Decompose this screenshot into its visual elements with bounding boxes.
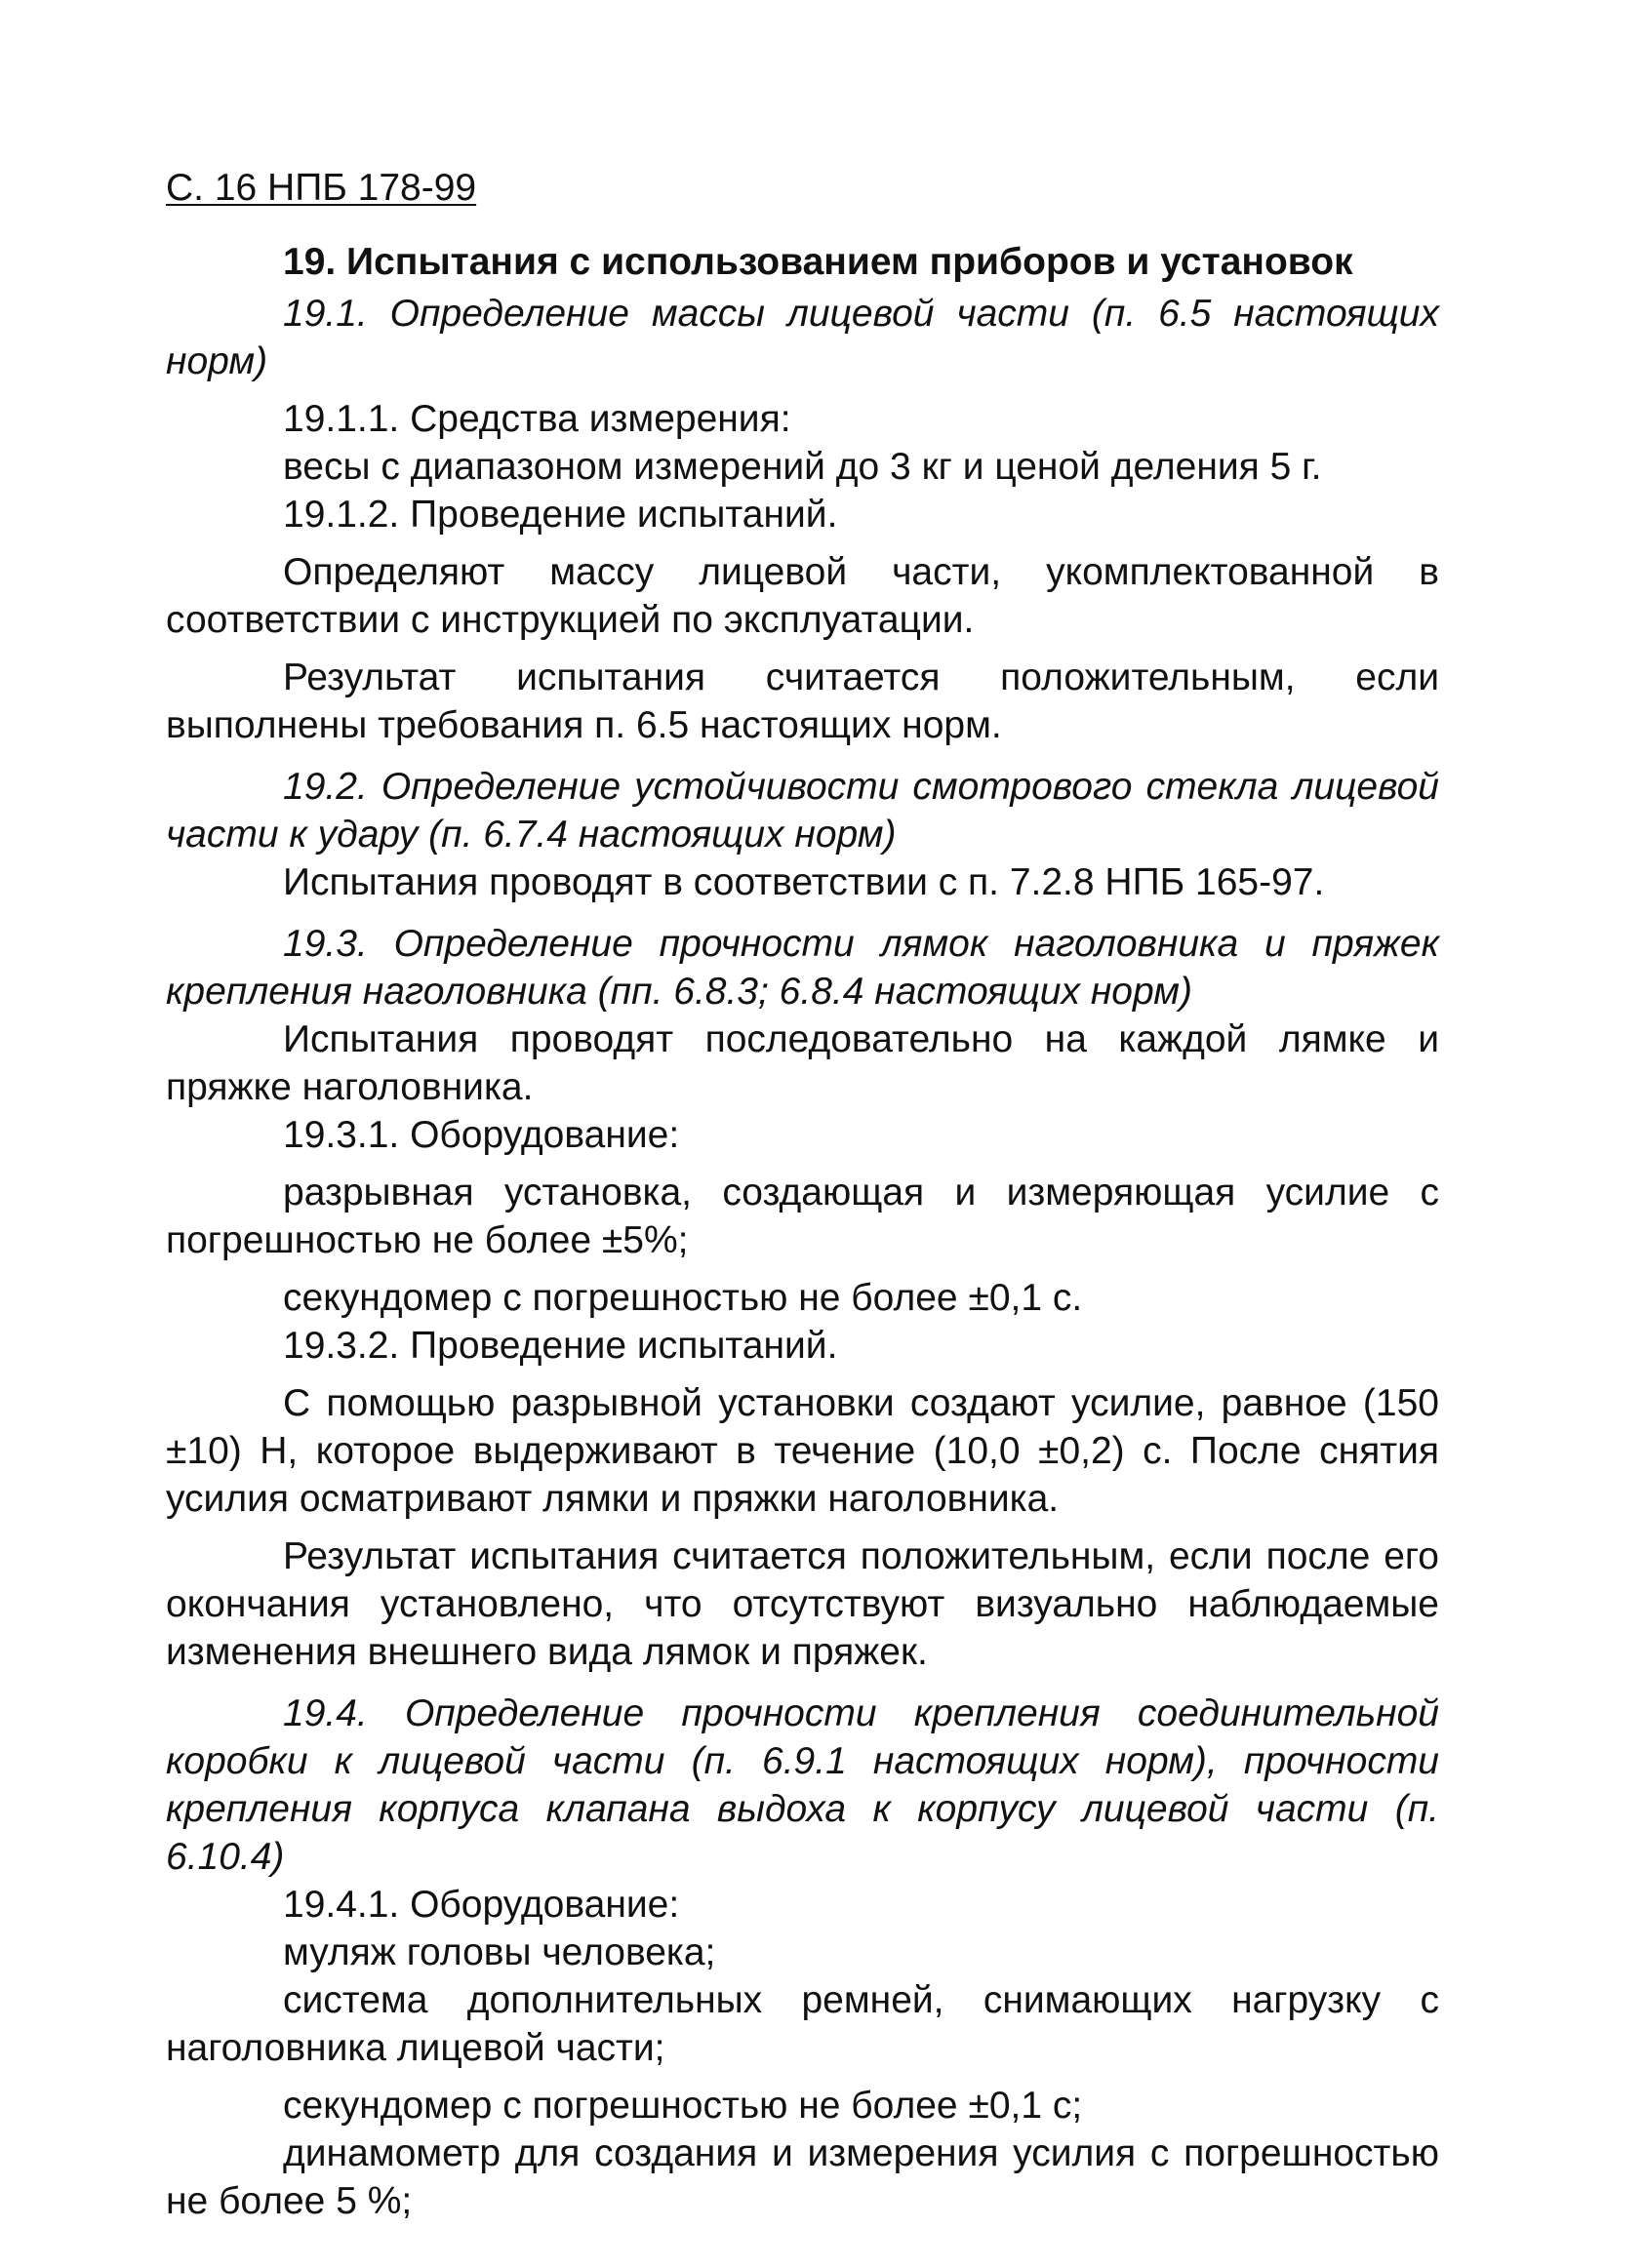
section-title: 19. Испытания с использованием приборов и установок (283, 241, 1353, 283)
paragraph: 19.4.1. Оборудование: (283, 1884, 680, 1926)
paragraph: Испытания проводят в соответствии с п. 7.2.8 НПБ 165-97. (283, 861, 1325, 903)
paragraph: динамометр для создания и измерения усилия с погрешностью не более 5 %; (166, 2132, 1439, 2222)
paragraph: весы с диапазоном измерений до 3 кг и ценой деления 5 г. (283, 446, 1322, 488)
running-header: С. 16 НПБ 178-99 (166, 167, 477, 209)
paragraph: Результат испытания считается положительным, если выполнены требования п. 6.5 настоящих норм. (166, 657, 1439, 746)
paragraph: система дополнительных ремней, снимающих нагрузку с наголовника лицевой части; (166, 1979, 1439, 2069)
paragraph: разрывная установка, создающая и измеряющая усилие с погрешностью не более ±5%; (166, 1172, 1439, 1261)
paragraph: секундомер с погрешностью не более ±0,1 с; (283, 2085, 1083, 2127)
paragraph: Испытания проводят последовательно на каждой лямке и пряжке наголовника. (166, 1018, 1439, 1108)
document-page (166, 164, 1439, 2225)
paragraph: 19.3.2. Проведение испытаний. (283, 1325, 838, 1367)
subsection-heading-19-4: 19.4. Определение прочности крепления соединительной коробки к лицевой части (п. 6.9.1 настоящих норм), прочности крепления корпуса клапана выдоха к корпусу лицевой части (п. 6.10.4) (166, 1692, 1439, 1878)
subsection-heading-19-3: 19.3. Определение прочности лямок наголовника и пряжек крепления наголовника (пп. 6.8.3; 6.8.4 настоящих норм) (166, 923, 1439, 1013)
paragraph: Определяют массу лицевой части, укомплектованной в соответствии с инструкцией по эксплуатации. (166, 551, 1439, 641)
subsection-heading-19-1: 19.1. Определение массы лицевой части (п. 6.5 настоящих норм) (166, 293, 1439, 382)
paragraph: 19.1.2. Проведение испытаний. (283, 494, 838, 536)
paragraph: секундомер с погрешностью не более ±0,1 с. (283, 1277, 1083, 1319)
paragraph: 19.3.1. Оборудование: (283, 1114, 680, 1156)
paragraph: муляж головы человека; (283, 1931, 716, 1973)
subsection-heading-19-2: 19.2. Определение устойчивости смотрового стекла лицевой части к удару (п. 6.7.4 настоящих норм) (166, 766, 1439, 855)
paragraph: 19.1.1. Средства измерения: (283, 398, 791, 440)
paragraph: С помощью разрывной установки создают усилие, равное (150 ±10) Н, которое выдерживают в течение (10,0 ±0,2) с. После снятия усилия осматривают лямки и пряжки наголовника. (166, 1382, 1439, 1520)
paragraph: Результат испытания считается положительным, если после его окончания установлено, что отсутствуют визуально наблюдаемые изменения внешнего вида лямок и пряжек. (166, 1535, 1439, 1673)
